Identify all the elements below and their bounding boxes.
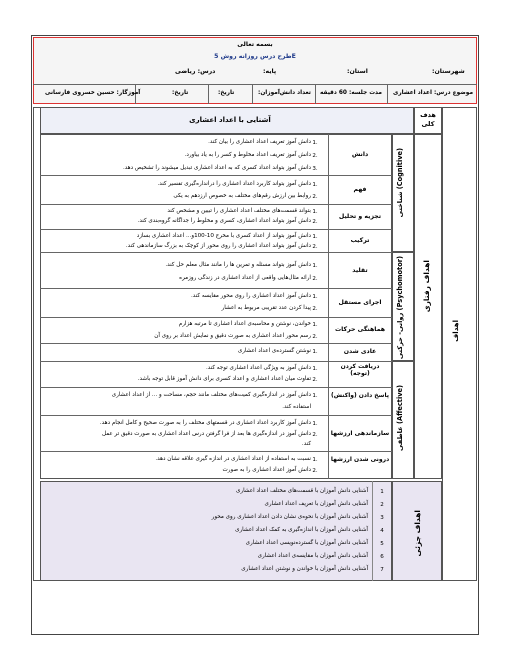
- row-sep: [40, 288, 392, 289]
- partial-num-sep: [372, 481, 373, 581]
- level-internalizing: درونی شدن ارزشها: [330, 456, 390, 463]
- level-responding: پاسخ دادن (واکنش): [331, 392, 389, 399]
- cognitive-domain-label: شناختی (Cognitive): [396, 148, 404, 218]
- objective-item: دانش آموز اعداد اعشاری را به صورت: [222, 467, 311, 473]
- objective-item: دانش آموز تعریف اعداد اعشاری را بیان کند.: [208, 139, 311, 145]
- partial-goal-item: آشنایی دانش آموزان با تعریف اعداد اعشاری: [264, 501, 368, 507]
- basmala: بسمه تعالی: [237, 41, 273, 48]
- objective-item: دانش آموز بتواند مسئله و تمرین ها را مانند مثال معلم حل کند.: [165, 262, 311, 268]
- level-imitation: تقلید: [352, 267, 368, 274]
- row-sep: [40, 361, 392, 362]
- partial-goal-item: آشنایی دانش آموزان با قسمت‌های مختلف اعداد اعشاری: [236, 488, 368, 494]
- level-analysis: تجزیه و تحلیل: [338, 213, 382, 220]
- psychomotor-domain-label: روانی- حرکتی (Psychomotor): [396, 256, 404, 360]
- item-number: 3.: [312, 166, 318, 172]
- partial-goal-item: آشنایی دانش آموزان با مقایسه‌ی اعداد اعشاری: [257, 553, 368, 559]
- objective-item: دانش آموز تعریف اعداد مخلوط و کسر را به یاد بیاورد.: [184, 152, 311, 158]
- partial-goal-number: 2: [380, 502, 384, 508]
- item-number: 2.: [312, 194, 318, 200]
- objective-item: کند.: [301, 441, 311, 447]
- partial-goal-item: آشنایی دانش آموزان با گسترده‌نویسی اعداد اعشاری: [245, 540, 368, 546]
- item-number: 1.: [312, 393, 318, 399]
- grade-label: پایه:: [263, 68, 277, 75]
- teacher-label: آموزگار: حسین خسروی فارسانی: [45, 90, 141, 96]
- partial-goal-item: آشنایی دانش آموزان با خواندن و نوشتن اعداد اعشاری: [241, 566, 368, 572]
- item-number: 2.: [312, 276, 318, 282]
- objective-item: دانش آموز کاربرد اعداد اعشاری در قسمتهای مختلف را به صورت صحیح و کامل انجام دهد.: [99, 420, 311, 426]
- item-number: 2.: [312, 377, 318, 383]
- duration-label: مدت جلسه: 60 دقیقه: [320, 90, 382, 96]
- item-number: 2.: [312, 306, 318, 312]
- objective-item: دانش آموز بتواند اعداد اعشاری، کسری و مخلوط را جداگانه گروه‌بندی کند.: [137, 218, 311, 224]
- objective-item: پیدا کردن عدد تقریبی مربوط به اعشار: [221, 305, 311, 311]
- date-label: تاریخ:: [218, 90, 235, 96]
- item-number: 2.: [312, 432, 318, 438]
- row-sep: [40, 175, 392, 176]
- level-valuing: سازماندهی ارزشها: [330, 430, 390, 437]
- item-number: 1.: [312, 140, 318, 146]
- goals-column: [442, 107, 477, 581]
- level-knowledge: دانش: [351, 151, 369, 158]
- level-articulation: هماهنگی حرکات: [334, 326, 386, 333]
- header-divider: [33, 84, 477, 85]
- topic-label: موضوع درس: اعداد اعشاری: [393, 90, 474, 96]
- objective-item: بتواند قسمت‌های مختلف اعداد اعشاری را تبیین و مشخص کند: [167, 208, 311, 214]
- partial-goal-number: 4: [380, 528, 384, 534]
- objective-item: دانش آموز بتواند اعداد اعشاری را روی محور از کوچک به بزرگ سازماندهی کند.: [125, 243, 311, 249]
- date-label-2: تاریخ:: [172, 90, 189, 96]
- general-goal-label: هدف کلی: [420, 111, 436, 129]
- objective-item: تفاوت میان اعداد اعشاری و اعداد کسری برای دانش آموز قابل توجه باشد.: [137, 376, 311, 382]
- item-number: 1.: [312, 322, 318, 328]
- partial-goal-item: آشنایی دانش آموزان با نحوه‌ی نشان دادن اعداد اعشاری روی محور: [211, 514, 368, 520]
- item-number: 2.: [312, 468, 318, 474]
- item-number: 1.: [312, 366, 318, 372]
- item-number: 2.: [312, 334, 318, 340]
- row-sep: [40, 387, 392, 388]
- objective-item: دانش آموز بتواند اعداد کسری که به اعداد اعشاری تبدیل میشوند را تشخیص دهد.: [122, 165, 311, 171]
- partial-goal-number: 5: [380, 541, 384, 547]
- item-number: 2.: [312, 244, 318, 250]
- objective-item: دانش آموز بتواند کاربرد اعداد اعشاری را درانداره‌گیری تفسیر کند.: [157, 181, 311, 187]
- row-sep: [40, 343, 392, 344]
- level-synthesis: ترکیب: [350, 237, 370, 244]
- item-number: 1.: [312, 294, 318, 300]
- item-number: 1.: [312, 349, 318, 355]
- objective-item: دانش آموز به ویژگی اعداد اعشاری توجه کند.: [205, 365, 311, 371]
- row-sep: [40, 229, 392, 230]
- objective-item: روابط بین ارزش رقم‌های مختلف به خصوص ارزدهم به یکی: [173, 193, 311, 199]
- objective-item: دانش آموز اعداد اعشاری را روی محور مقایسه کند.: [190, 293, 311, 299]
- objective-item: رسم محور اعداد اعشاری به صورت دقیق و نمایش اعداد بر روی آن: [154, 333, 311, 339]
- affective-domain-label: عاطفی (Affective): [396, 385, 404, 451]
- objective-item: دانش آموز در اندازه‌گیری کمیت‌های مختلف مانند حجم، مساحت و ... از اعداد اعشاری: [111, 392, 311, 398]
- item-number: 1.: [312, 234, 318, 240]
- item-number: 1.: [312, 263, 318, 269]
- objective-item: خواندن، نوشتن و محاسبه‌ی اعداد اعشاری تا مرتبه هزارم: [178, 321, 311, 327]
- row-sep: [40, 415, 392, 416]
- row-sep: [40, 317, 392, 318]
- objective-item: استفاده کند.: [282, 404, 311, 410]
- objective-item: نسبت به استفاده از اعداد اعشاری در اندازه گیری علاقه نشان دهد.: [155, 456, 311, 462]
- partial-goals-label: اهداف جزئی: [413, 510, 422, 557]
- item-number: 1.: [312, 182, 318, 188]
- general-goal-text: آشنایی با اعداد اعشاری: [189, 116, 271, 124]
- header-sep: [387, 84, 388, 104]
- header-sep: [208, 84, 209, 104]
- students-count-label: تعداد دانش‌آموزان:: [258, 90, 311, 96]
- partial-goal-item: آشنایی دانش آموزان با اندازه‌گیری به کمک اعداد اعشاری: [235, 527, 368, 533]
- item-number: 2.: [312, 153, 318, 159]
- behavioral-goals-label: اهداف رفتاری: [422, 260, 431, 313]
- level-naturalization: عادی شدن: [343, 348, 377, 355]
- row-sep: [40, 204, 392, 205]
- subject-label: درس: ریاضی: [175, 68, 216, 75]
- item-number: 1.: [312, 421, 318, 427]
- objective-item: دانش آموز بتواند از اعداد کسری با مخرج 10-100و... اعداد اعشاری بسازد: [136, 233, 311, 239]
- partial-goal-number: 3: [380, 515, 384, 521]
- objective-item: نوشتن گسترده‌ی اعداد اعشاری: [237, 348, 311, 354]
- level-receiving: دریافت کردن (توجه): [340, 363, 380, 377]
- header-sep: [252, 84, 253, 104]
- goals-label: اهداف: [452, 320, 460, 342]
- row-sep: [40, 451, 392, 452]
- city-label: شهرستان:: [432, 68, 465, 75]
- partial-goal-number: 7: [380, 567, 384, 573]
- objective-item: ارائه مثال‌هایی واقعی از اعداد اعشاری در زندگی روزمره: [179, 275, 311, 281]
- header-sep: [315, 84, 316, 104]
- objective-item: دانش آموز در اندازه‌گیری ها بعد از فرا گرفتن درس اعداد اعشاری به صورت دقیق تر عمل: [101, 431, 311, 437]
- level-manipulation: اجرای مستقل: [338, 299, 382, 306]
- row-sep: [40, 252, 392, 253]
- partial-goal-number: 1: [380, 489, 384, 495]
- province-label: استان:: [347, 68, 368, 75]
- lesson-plan-title: طرح درس روزانه روش 5E: [214, 53, 296, 60]
- level-column-sep: [328, 134, 329, 479]
- item-number: 1.: [312, 209, 318, 215]
- item-number: 1.: [312, 457, 318, 463]
- item-number: 2.: [312, 219, 318, 225]
- partial-goal-number: 6: [380, 554, 384, 560]
- level-comprehension: فهم: [353, 186, 367, 193]
